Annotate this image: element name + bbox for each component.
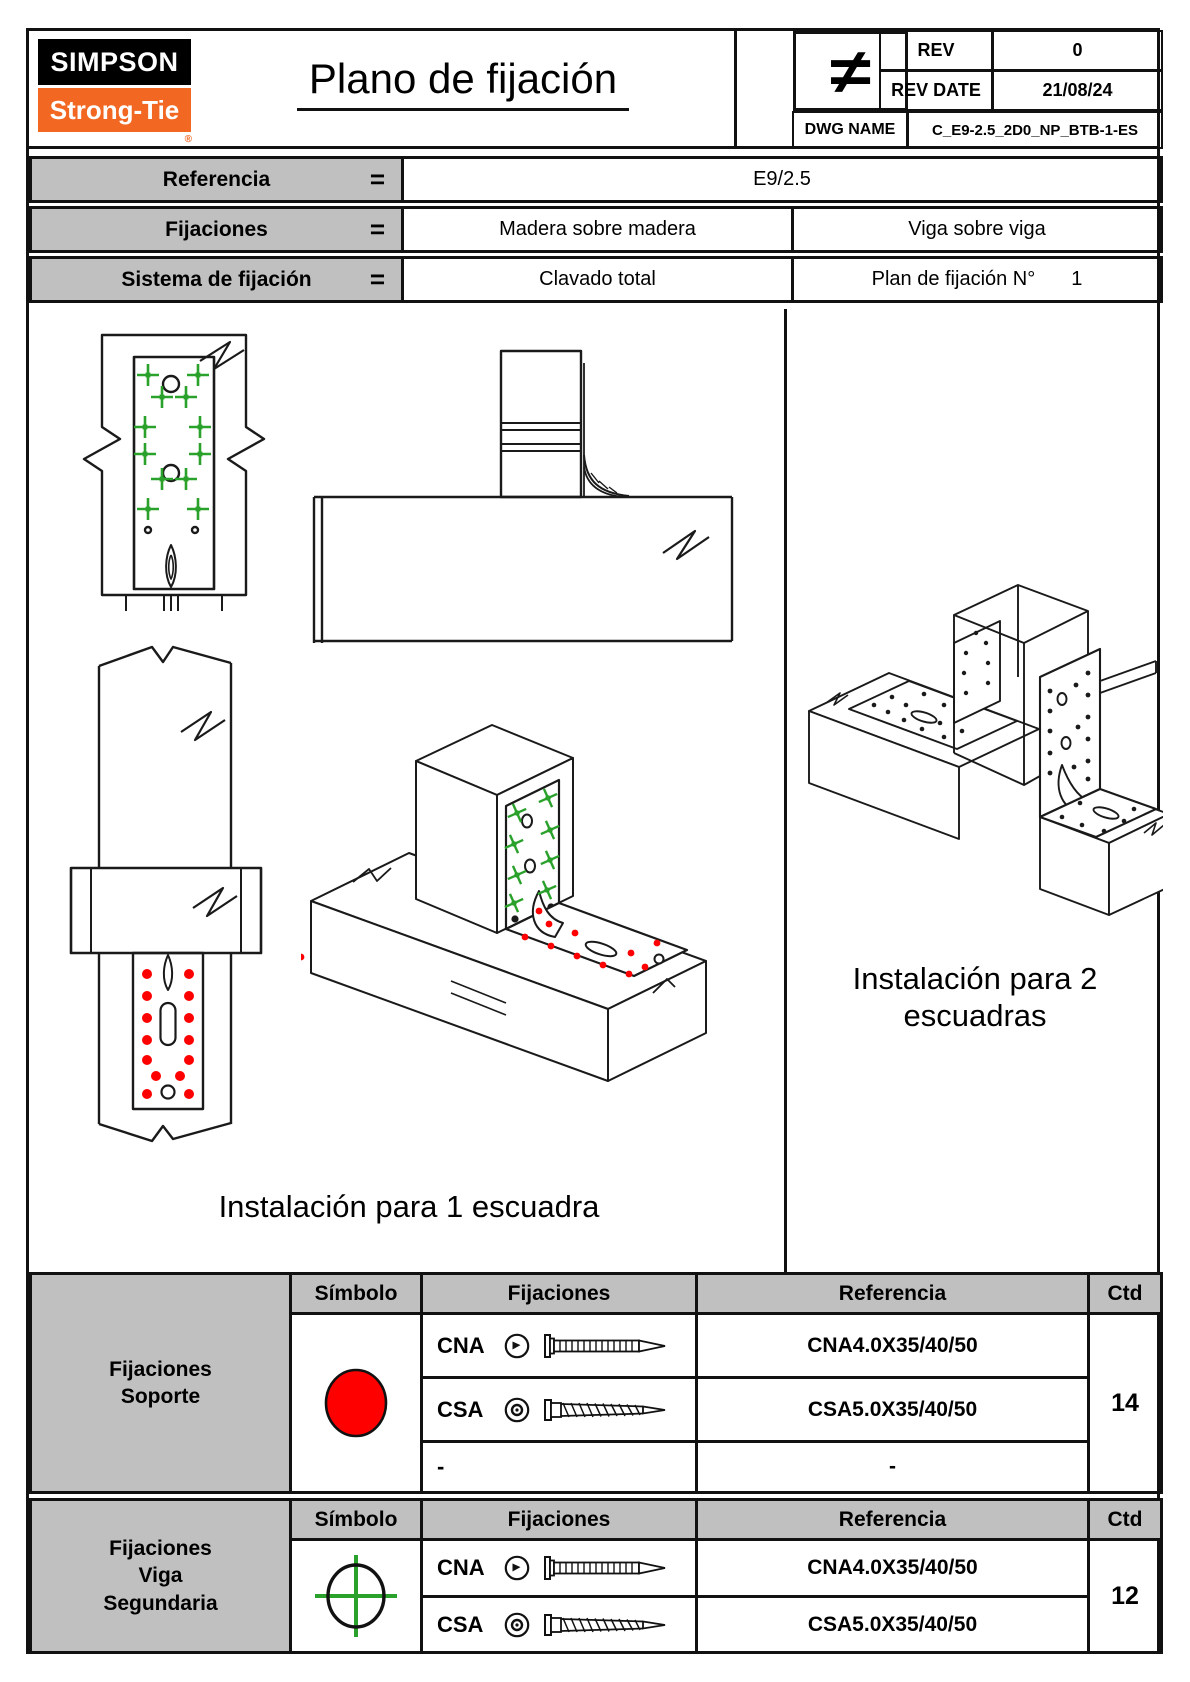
- sistema-label: Sistema de fijación =: [32, 259, 404, 300]
- secondary-beam-fixings-table: [29, 1498, 1163, 1654]
- green-cross-markers: [134, 364, 211, 520]
- rev-date-label: REV DATE: [879, 70, 993, 111]
- ref-cna: CNA4.0X35/40/50: [695, 1541, 1087, 1598]
- wood-screw-icon: [543, 1396, 675, 1424]
- header-simbolo: Símbolo: [292, 1275, 420, 1315]
- fastener-code: CNA: [437, 1555, 485, 1580]
- referencia-value: E9/2.5: [753, 168, 811, 190]
- csa-head-icon: [503, 1396, 531, 1424]
- secondary-qty: 12: [1087, 1541, 1160, 1651]
- drawing-sheet: [26, 28, 1160, 1654]
- support-qty: 14: [1087, 1315, 1160, 1491]
- registered-mark: ®: [184, 134, 192, 145]
- dwg-name-value: C_E9-2.5_2D0_NP_BTB-1-ES: [907, 111, 1163, 149]
- header-referencia: Referencia: [695, 1275, 1087, 1315]
- ring-shank-nail-icon: [543, 1332, 675, 1360]
- plan-number: Plan de fijación N° 1: [871, 268, 1083, 290]
- fix-row-cna: [420, 1315, 695, 1379]
- simpson-strongtie-logo: [38, 39, 192, 145]
- title-block: [29, 31, 1157, 149]
- support-fixings-table: [29, 1272, 1163, 1494]
- info-row-fijaciones: [29, 206, 1163, 253]
- fix-row-cna: [420, 1541, 695, 1598]
- fastener-code: CSA: [437, 1396, 484, 1422]
- rev-value: 0: [992, 30, 1163, 71]
- header-ctd: Ctd: [1087, 1275, 1160, 1315]
- secondary-symbol-green-crosshair-icon: [292, 1541, 420, 1651]
- header-fijaciones: Fijaciones: [420, 1275, 695, 1315]
- support-symbol-red-dot-icon: [292, 1315, 420, 1491]
- panel-divider: [784, 309, 787, 1272]
- support-group-label: Fijaciones Soporte: [32, 1275, 292, 1491]
- fijaciones-label: Fijaciones =: [32, 209, 404, 250]
- header-fijaciones: Fijaciones: [420, 1501, 695, 1541]
- revision-table: [880, 31, 1163, 111]
- rev-date-value: 21/08/24: [992, 70, 1163, 111]
- fix-row-csa: [420, 1598, 695, 1651]
- fastener-code: -: [437, 1454, 445, 1479]
- equals-sign: =: [369, 214, 385, 244]
- fastener-code: CSA: [437, 1611, 484, 1637]
- caption-one-bracket: Instalación para 1 escuadra: [218, 1189, 600, 1224]
- logo-strongtie: Strong-Tie ®: [38, 88, 191, 132]
- referencia-label: Referencia =: [32, 159, 404, 200]
- cna-head-icon: [503, 1332, 531, 1360]
- dwg-name-row: [793, 111, 1163, 149]
- page-title: Plano de fijación: [297, 55, 629, 111]
- drawing-area: [29, 309, 1163, 1272]
- ref-csa: CSA5.0X35/40/50: [695, 1379, 1087, 1443]
- equals-sign: =: [369, 164, 385, 194]
- logo-simpson: SIMPSON: [38, 39, 191, 85]
- sistema-value-left: Clavado total: [404, 259, 794, 300]
- info-row-referencia: [29, 156, 1163, 203]
- dwg-name-label: DWG NAME: [792, 111, 908, 149]
- caption-two-brackets: Instalación para 2 escuadras: [852, 961, 1098, 1033]
- info-row-sistema: [29, 256, 1163, 303]
- front-view-drawing: [74, 327, 274, 613]
- equals-sign: =: [369, 264, 385, 294]
- csa-head-icon: [503, 1611, 531, 1639]
- iso-two-brackets-drawing: [804, 581, 1163, 973]
- header-ctd: Ctd: [1087, 1501, 1160, 1541]
- wood-screw-icon: [543, 1611, 675, 1639]
- secondary-group-label: Fijaciones Viga Segundaria: [32, 1501, 292, 1651]
- ref-empty: -: [695, 1443, 1087, 1491]
- fastener-code: CNA: [437, 1332, 485, 1358]
- header-referencia: Referencia: [695, 1501, 1087, 1541]
- ref-cna: CNA4.0X35/40/50: [695, 1315, 1087, 1379]
- header-divider: [734, 31, 737, 149]
- cna-head-icon: [503, 1554, 531, 1582]
- top-view-drawing: [69, 636, 265, 1146]
- header-simbolo: Símbolo: [292, 1501, 420, 1541]
- fix-row-empty: [420, 1443, 695, 1491]
- fix-row-csa: [420, 1379, 695, 1443]
- iso-one-bracket-drawing: [301, 681, 731, 1109]
- rev-label: REV: [879, 30, 993, 71]
- ring-shank-nail-icon: [543, 1554, 675, 1582]
- not-equal-symbol-icon: ≠: [793, 31, 908, 111]
- fijaciones-value-right: Viga sobre viga: [908, 218, 1046, 240]
- side-view-drawing: [311, 345, 735, 647]
- ref-csa: CSA5.0X35/40/50: [695, 1598, 1087, 1651]
- fijaciones-value-left: Madera sobre madera: [404, 209, 794, 250]
